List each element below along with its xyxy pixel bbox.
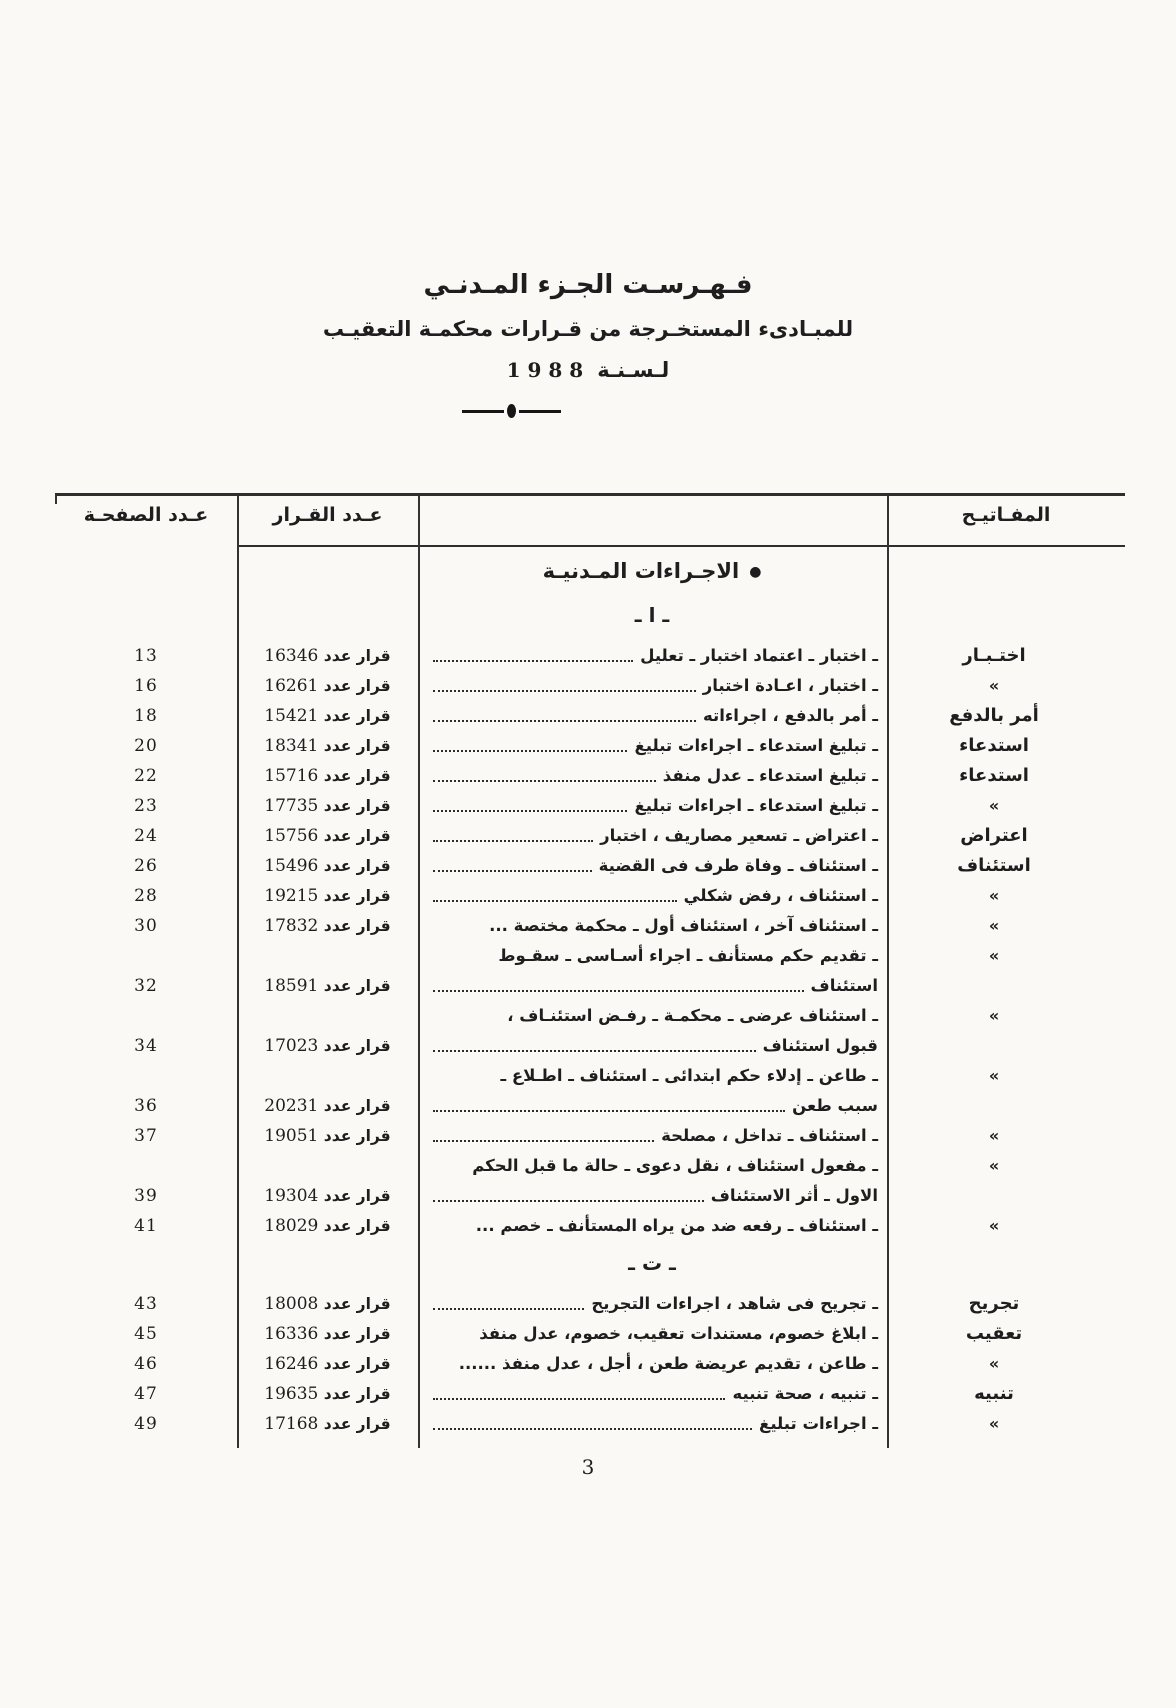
dotted-leader bbox=[433, 1082, 785, 1112]
subject-text: ـ ابلاغ خصوم، مستندات تعقيب، خصوم، عدل منفذ bbox=[479, 1324, 878, 1343]
decision-prefix-label: قرار عدد bbox=[323, 647, 391, 665]
subject-text: ـ استئناف ـ تداخل ، مصلحة bbox=[661, 1126, 878, 1145]
decision-number: 16246 bbox=[264, 1354, 319, 1374]
subject-text: الاول ـ أثر الاستئناف bbox=[710, 1186, 878, 1205]
decision-prefix-label: قرار عدد bbox=[323, 797, 391, 815]
table-row bbox=[55, 1181, 1125, 1211]
decision-prefix-label: قرار عدد bbox=[323, 707, 391, 725]
decision-cell bbox=[237, 1211, 418, 1241]
keyword-cell: » bbox=[988, 796, 1000, 815]
page-number-cell: 24 bbox=[134, 826, 158, 846]
column-header-page-number: عـدد الصفحـة bbox=[55, 504, 237, 1708]
subject-text: قبول استئناف bbox=[762, 1036, 878, 1055]
dotted-leader bbox=[433, 842, 592, 872]
year-value: 1 9 8 8 bbox=[506, 358, 584, 382]
decision-cell bbox=[237, 1319, 418, 1349]
decision-number: 17832 bbox=[264, 916, 319, 936]
dotted-leader bbox=[433, 1022, 756, 1052]
keyword-cell: تجريح bbox=[968, 1293, 1020, 1314]
decision-cell bbox=[237, 671, 418, 701]
page-number-cell: 46 bbox=[134, 1354, 158, 1374]
page-number-cell: 28 bbox=[134, 886, 158, 906]
decision-cell bbox=[237, 1289, 418, 1319]
decision-cell bbox=[237, 1031, 418, 1061]
table-row bbox=[55, 1289, 1125, 1319]
decision-cell bbox=[237, 791, 418, 821]
keyword-cell: » bbox=[988, 1126, 1000, 1145]
keyword-cell: استدعاء bbox=[959, 735, 1029, 756]
decision-number: 15716 bbox=[264, 766, 319, 786]
subject-cell bbox=[426, 1181, 878, 1211]
keyword-cell: تعقيب bbox=[965, 1323, 1023, 1344]
decision-cell bbox=[237, 911, 418, 941]
subject-text: ـ طاعن ، تقديم عريضة طعن ، أجل ، عدل منفذ ...... bbox=[458, 1354, 878, 1373]
decision-number: 18008 bbox=[264, 1294, 319, 1314]
section-letter-row bbox=[55, 1249, 1125, 1289]
dotted-leader bbox=[433, 812, 593, 842]
decision-prefix-label: قرار عدد bbox=[323, 1037, 391, 1055]
page-number-cell: 22 bbox=[134, 766, 158, 786]
subject-text: ـ اختبار ـ اعتماد اختبار ـ تعليل bbox=[640, 646, 878, 665]
table-row bbox=[55, 1211, 1125, 1241]
dotted-leader bbox=[433, 632, 633, 662]
keyword-cell: استدعاء bbox=[959, 765, 1029, 786]
decision-number: 15756 bbox=[264, 826, 319, 846]
table-rows bbox=[55, 555, 1125, 1439]
table-row bbox=[55, 971, 1125, 1001]
divider-dot-icon bbox=[507, 404, 516, 418]
page-number-cell: 47 bbox=[134, 1384, 158, 1404]
decision-prefix-label: قرار عدد bbox=[323, 1415, 391, 1433]
decision-prefix-label: قرار عدد bbox=[323, 977, 391, 995]
section-letter-marker: ـ ت ـ bbox=[628, 1251, 676, 1275]
table-row bbox=[55, 1319, 1125, 1349]
section-letter-marker: ـ ا ـ bbox=[634, 603, 670, 627]
decision-number: 15421 bbox=[264, 706, 319, 726]
decision-cell bbox=[237, 881, 418, 911]
divider-line bbox=[462, 410, 504, 413]
decision-number: 19215 bbox=[264, 886, 319, 906]
subject-text: ـ مفعول استئناف ، نقل دعوى ـ حالة ما قبل الحكم bbox=[472, 1156, 878, 1175]
page-number-cell: 20 bbox=[134, 736, 158, 756]
decision-cell bbox=[237, 641, 418, 671]
subject-text: ـ اختبار ، اعـادة اختبار bbox=[702, 676, 878, 695]
subject-text: ـ طاعن ـ إدلاء حكم ابتدائى ـ استئناف ـ اطـلاع ـ bbox=[500, 1066, 878, 1085]
decision-cell bbox=[237, 701, 418, 731]
decision-number: 17735 bbox=[264, 796, 319, 816]
decision-number: 19304 bbox=[264, 1186, 319, 1206]
decision-prefix-label: قرار عدد bbox=[323, 737, 391, 755]
decision-prefix-label: قرار عدد bbox=[323, 827, 391, 845]
keyword-cell: استئناف bbox=[957, 855, 1031, 876]
subject-text: ـ اعتراض ـ تسعير مصاريف ، اختبار bbox=[600, 826, 878, 845]
subject-text: ـ تبليغ استدعاء ـ اجراءات تبليغ bbox=[634, 736, 878, 755]
decision-cell bbox=[237, 851, 418, 881]
subject-cell bbox=[426, 971, 878, 1001]
decision-number: 18341 bbox=[264, 736, 319, 756]
year-line bbox=[0, 358, 1176, 382]
dotted-leader bbox=[433, 662, 696, 692]
decision-prefix-label: قرار عدد bbox=[323, 767, 391, 785]
page-number-cell: 32 bbox=[134, 976, 158, 996]
decision-prefix-label: قرار عدد bbox=[323, 677, 391, 695]
dotted-leader bbox=[433, 692, 696, 722]
table-row bbox=[55, 1031, 1125, 1061]
subject-cell bbox=[426, 1211, 878, 1241]
subject-text: استئناف bbox=[810, 976, 878, 995]
decision-prefix-label: قرار عدد bbox=[323, 1355, 391, 1373]
decision-cell bbox=[237, 1121, 418, 1151]
page-number-cell: 39 bbox=[134, 1186, 158, 1206]
page-number-cell: 18 bbox=[134, 706, 158, 726]
footer-page-number: 3 bbox=[581, 1455, 595, 1479]
keyword-cell: » bbox=[988, 676, 1000, 695]
subject-cell bbox=[426, 881, 878, 911]
dotted-leader bbox=[433, 722, 627, 752]
page-number-cell: 45 bbox=[134, 1324, 158, 1344]
keyword-cell: » bbox=[988, 1354, 1000, 1373]
subject-text: ـ استئناف ، رفض شكلي bbox=[683, 886, 878, 905]
page-number-cell: 13 bbox=[134, 646, 158, 666]
keyword-cell: » bbox=[988, 1156, 1000, 1175]
decision-number: 19635 bbox=[264, 1384, 319, 1404]
page-number-cell: 36 bbox=[134, 1096, 158, 1116]
dotted-leader bbox=[433, 1400, 752, 1430]
subject-text: ـ تبليغ استدعاء ـ اجراءات تبليغ bbox=[634, 796, 878, 815]
keyword-cell: » bbox=[988, 886, 1000, 905]
table-top-rule bbox=[55, 493, 1125, 496]
decision-prefix-label: قرار عدد bbox=[323, 1295, 391, 1313]
decision-number: 16336 bbox=[264, 1324, 319, 1344]
decision-cell bbox=[237, 1379, 418, 1409]
keyword-cell: » bbox=[988, 1216, 1000, 1235]
decision-prefix-label: قرار عدد bbox=[323, 857, 391, 875]
subject-cell bbox=[426, 1409, 878, 1439]
column-header-keys: المفـاتيـح bbox=[961, 504, 1051, 526]
decision-prefix-label: قرار عدد bbox=[323, 1385, 391, 1403]
section-title-row bbox=[55, 555, 1125, 601]
decision-cell bbox=[237, 1349, 418, 1379]
subject-cell bbox=[426, 1289, 878, 1319]
page-number-cell: 37 bbox=[134, 1126, 158, 1146]
decision-cell bbox=[237, 821, 418, 851]
page-number-cell: 16 bbox=[134, 676, 158, 696]
year-label: لـسـنـة bbox=[597, 358, 670, 382]
subject-cell bbox=[426, 1031, 878, 1061]
subject-text: ـ استئناف ـ رفعه ضد من يراه المستأنف ـ خصم ... bbox=[475, 1216, 878, 1235]
ornamental-divider bbox=[462, 404, 561, 418]
table-row bbox=[55, 1409, 1125, 1439]
dotted-leader bbox=[433, 872, 677, 902]
decision-prefix-label: قرار عدد bbox=[323, 917, 391, 935]
keyword-cell: اعتراض bbox=[960, 825, 1028, 846]
decision-cell bbox=[237, 761, 418, 791]
decision-cell bbox=[237, 971, 418, 1001]
keyword-cell: » bbox=[988, 1006, 1000, 1025]
subject-cell bbox=[426, 1121, 878, 1151]
keyword-cell: » bbox=[988, 1414, 1000, 1433]
section-bullet-icon: ● bbox=[749, 564, 762, 580]
subject-text: ـ تجريح فى شاهد ، اجراءات التجريح bbox=[591, 1294, 878, 1313]
keyword-cell: » bbox=[988, 916, 1000, 935]
subject-text: ـ استئناف آخر ، استئناف أول ـ محكمة مختصة ... bbox=[489, 916, 878, 935]
decision-prefix-label: قرار عدد bbox=[323, 1097, 391, 1115]
subject-text: ـ تقديم حكم مستأنف ـ اجراء أسـاسى ـ سقـوط bbox=[498, 946, 878, 965]
subject-text: ـ تبليغ استدعاء ـ عدل منفذ bbox=[662, 766, 878, 785]
subject-text: سبب طعن bbox=[792, 1096, 878, 1115]
decision-number: 16261 bbox=[264, 676, 319, 696]
keyword-cell: اختـبـار bbox=[962, 645, 1026, 666]
dotted-leader bbox=[433, 1112, 654, 1142]
page-title: فـهـرسـت الجـزء المـدنـي bbox=[423, 270, 753, 300]
subject-text: ـ استئناف عرضى ـ محكمـة ـ رفـض استئنـاف ، bbox=[507, 1006, 878, 1025]
keyword-cell: » bbox=[988, 946, 1000, 965]
decision-number: 16346 bbox=[264, 646, 319, 666]
keyword-cell: أمر بالدفع bbox=[949, 705, 1039, 726]
divider-line bbox=[519, 410, 561, 413]
page-number-cell: 30 bbox=[134, 916, 158, 936]
page-subtitle: للمبـادىء المستخـرجة من قـرارات محكمـة التعقيـب bbox=[322, 317, 854, 341]
table-row bbox=[55, 911, 1125, 941]
subject-text: ـ أمر بالدفع ، اجراءاته bbox=[703, 706, 878, 725]
subject-cell bbox=[426, 1319, 878, 1349]
page-number-cell: 41 bbox=[134, 1216, 158, 1236]
page-number-cell: 26 bbox=[134, 856, 158, 876]
decision-number: 19051 bbox=[264, 1126, 319, 1146]
dotted-leader bbox=[433, 782, 627, 812]
page-number-cell: 34 bbox=[134, 1036, 158, 1056]
decision-number: 17023 bbox=[264, 1036, 319, 1056]
page-number-cell: 43 bbox=[134, 1294, 158, 1314]
subject-text: ـ اجراءات تبليغ bbox=[759, 1414, 878, 1433]
decision-prefix-label: قرار عدد bbox=[323, 1325, 391, 1343]
dotted-leader bbox=[433, 752, 656, 782]
page-number-cell: 23 bbox=[134, 796, 158, 816]
index-table bbox=[55, 493, 1125, 1455]
dotted-leader bbox=[433, 1370, 725, 1400]
decision-cell bbox=[237, 731, 418, 761]
decision-prefix-label: قرار عدد bbox=[323, 1217, 391, 1235]
decision-number: 15496 bbox=[264, 856, 319, 876]
subject-cell bbox=[426, 911, 878, 941]
table-row bbox=[55, 881, 1125, 911]
decision-prefix-label: قرار عدد bbox=[323, 887, 391, 905]
dotted-leader bbox=[433, 1172, 704, 1202]
dotted-leader bbox=[433, 962, 804, 992]
decision-number: 18029 bbox=[264, 1216, 319, 1236]
decision-prefix-label: قرار عدد bbox=[323, 1187, 391, 1205]
subject-text: ـ استئناف ـ وفاة طرف فى القضية bbox=[598, 856, 878, 875]
section-title-label: الاجـراءات المـدنيـة bbox=[542, 559, 740, 583]
keyword-cell: » bbox=[988, 1066, 1000, 1085]
dotted-leader bbox=[433, 1280, 584, 1310]
decision-cell bbox=[237, 1181, 418, 1211]
subject-text: ـ تنبيه ، صحة تنبيه bbox=[732, 1384, 878, 1403]
keyword-cell: تنبيه bbox=[974, 1383, 1014, 1404]
decision-cell bbox=[237, 1091, 418, 1121]
page-number-cell: 49 bbox=[134, 1414, 158, 1434]
section-title bbox=[426, 559, 878, 583]
decision-number: 17168 bbox=[264, 1414, 319, 1434]
decision-number: 18591 bbox=[264, 976, 319, 996]
column-header-decision-number: عـدد القـرار bbox=[272, 504, 383, 526]
document-header bbox=[0, 270, 1176, 382]
table-row bbox=[55, 1121, 1125, 1151]
decision-cell bbox=[237, 1409, 418, 1439]
decision-number: 20231 bbox=[264, 1096, 319, 1116]
decision-prefix-label: قرار عدد bbox=[323, 1127, 391, 1145]
